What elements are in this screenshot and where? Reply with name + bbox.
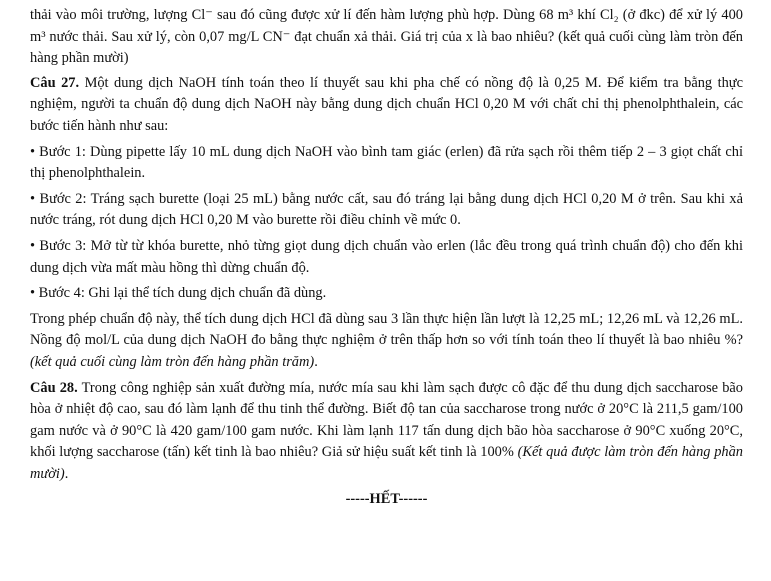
question-27-label: Câu 27. [30,74,80,91]
question-27-step-1: • Bước 1: Dùng pipette lấy 10 mL dung dịch NaOH vào bình tam giác (erlen) đã rửa sạch rồi thêm tiếp 2 – 3 giọt chất chỉ thị phenolphthalein. [30,143,743,182]
question-27-end-punct: . [314,353,318,370]
question-28-label: Câu 28. [30,379,78,396]
question-27-step-4: • Bước 4: Ghi lại thể tích dung dịch chuẩn đã dùng. [30,285,327,302]
question-28-stem [30,378,743,486]
question-27-stem [30,73,743,138]
question-26-continuation: thải vào môi trường, lượng Cl⁻ sau đó cũng được xử lí đến hàm lượng phù hợp. Dùng 68 m³ khí Cl₂ (ở đkc) để xử lý 400 m³ nước thải. Sau xử lý, còn 0,07 mg/L CN⁻ đạt chuẩn xả thải. Giá trị của x là bao nhiêu? (kết quả cuối cùng làm tròn đến hàng phần mười) [30,7,743,67]
question-28-rounding-note: (Kết quả được làm tròn đến hàng phần mười) [30,444,743,482]
question-27-rounding-note: (kết quả cuối cùng làm tròn đến hàng phần trăm) [30,353,315,370]
question-27-conclusion [30,309,743,374]
question-28-end-punct: . [64,465,69,482]
question-27-step-3: • Bước 3: Mở từ từ khóa burette, nhỏ từng giọt dung dịch chuẩn vào erlen (lắc đều trong quá trình chuẩn độ) cho đến khi dung dịch vừa mất màu hồng thì dừng chuẩn độ. [30,237,743,276]
question-27-text: Một dung dịch NaOH tính toán theo lí thuyết sau khi pha chế có nồng độ là 0,25 M. Để kiểm tra bằng thực nghiệm, người ta chuẩn độ dung dịch NaOH này bằng dung dịch chuẩn HCl 0,20 M với chất chỉ thị phenolphthalein, các bước tiến hành như sau: [30,74,743,134]
question-27-step-2: • Bước 2: Tráng sạch burette (loại 25 mL) bằng nước cất, sau đó tráng lại bằng dung dịch HCl 0,20 M ở trên. Sau khi xả nước tráng, rót dung dịch HCl 0,20 M vào burette rồi điều chỉnh về mức 0. [30,190,743,229]
question-28-text: Trong công nghiệp sản xuất đường mía, nước mía sau khi làm sạch được cô đặc để thu dung dịch saccharose bão hòa ở nhiệt độ cao, sau đó làm lạnh để thu tinh thể đường. Biết độ tan của saccharose trong nước ở 20°C là 211,5 gam/100 gam nước và ở 90°C là 420 gam/100 gam nước. Khi làm lạnh 117 tấn dung dịch bão hòa saccharose ở 90°C xuống 20°C, khối lượng saccharose (tấn) kết tinh là bao nhiêu? Giả sử hiệu suất kết tinh là 100% [30,379,743,461]
question-27-conclusion-text: Trong phép chuẩn độ này, thể tích dung dịch HCl đã dùng sau 3 lần thực hiện lần lượt là 12,25 mL; 12,26 mL và 12,26 mL. Nồng độ mol/L của dung dịch NaOH đo bằng thực nghiệm ở trên thấp hơn so với tính toán theo lí thuyết là bao nhiêu %? [30,310,743,349]
end-of-exam-marker: -----HẾT------ [345,491,428,508]
